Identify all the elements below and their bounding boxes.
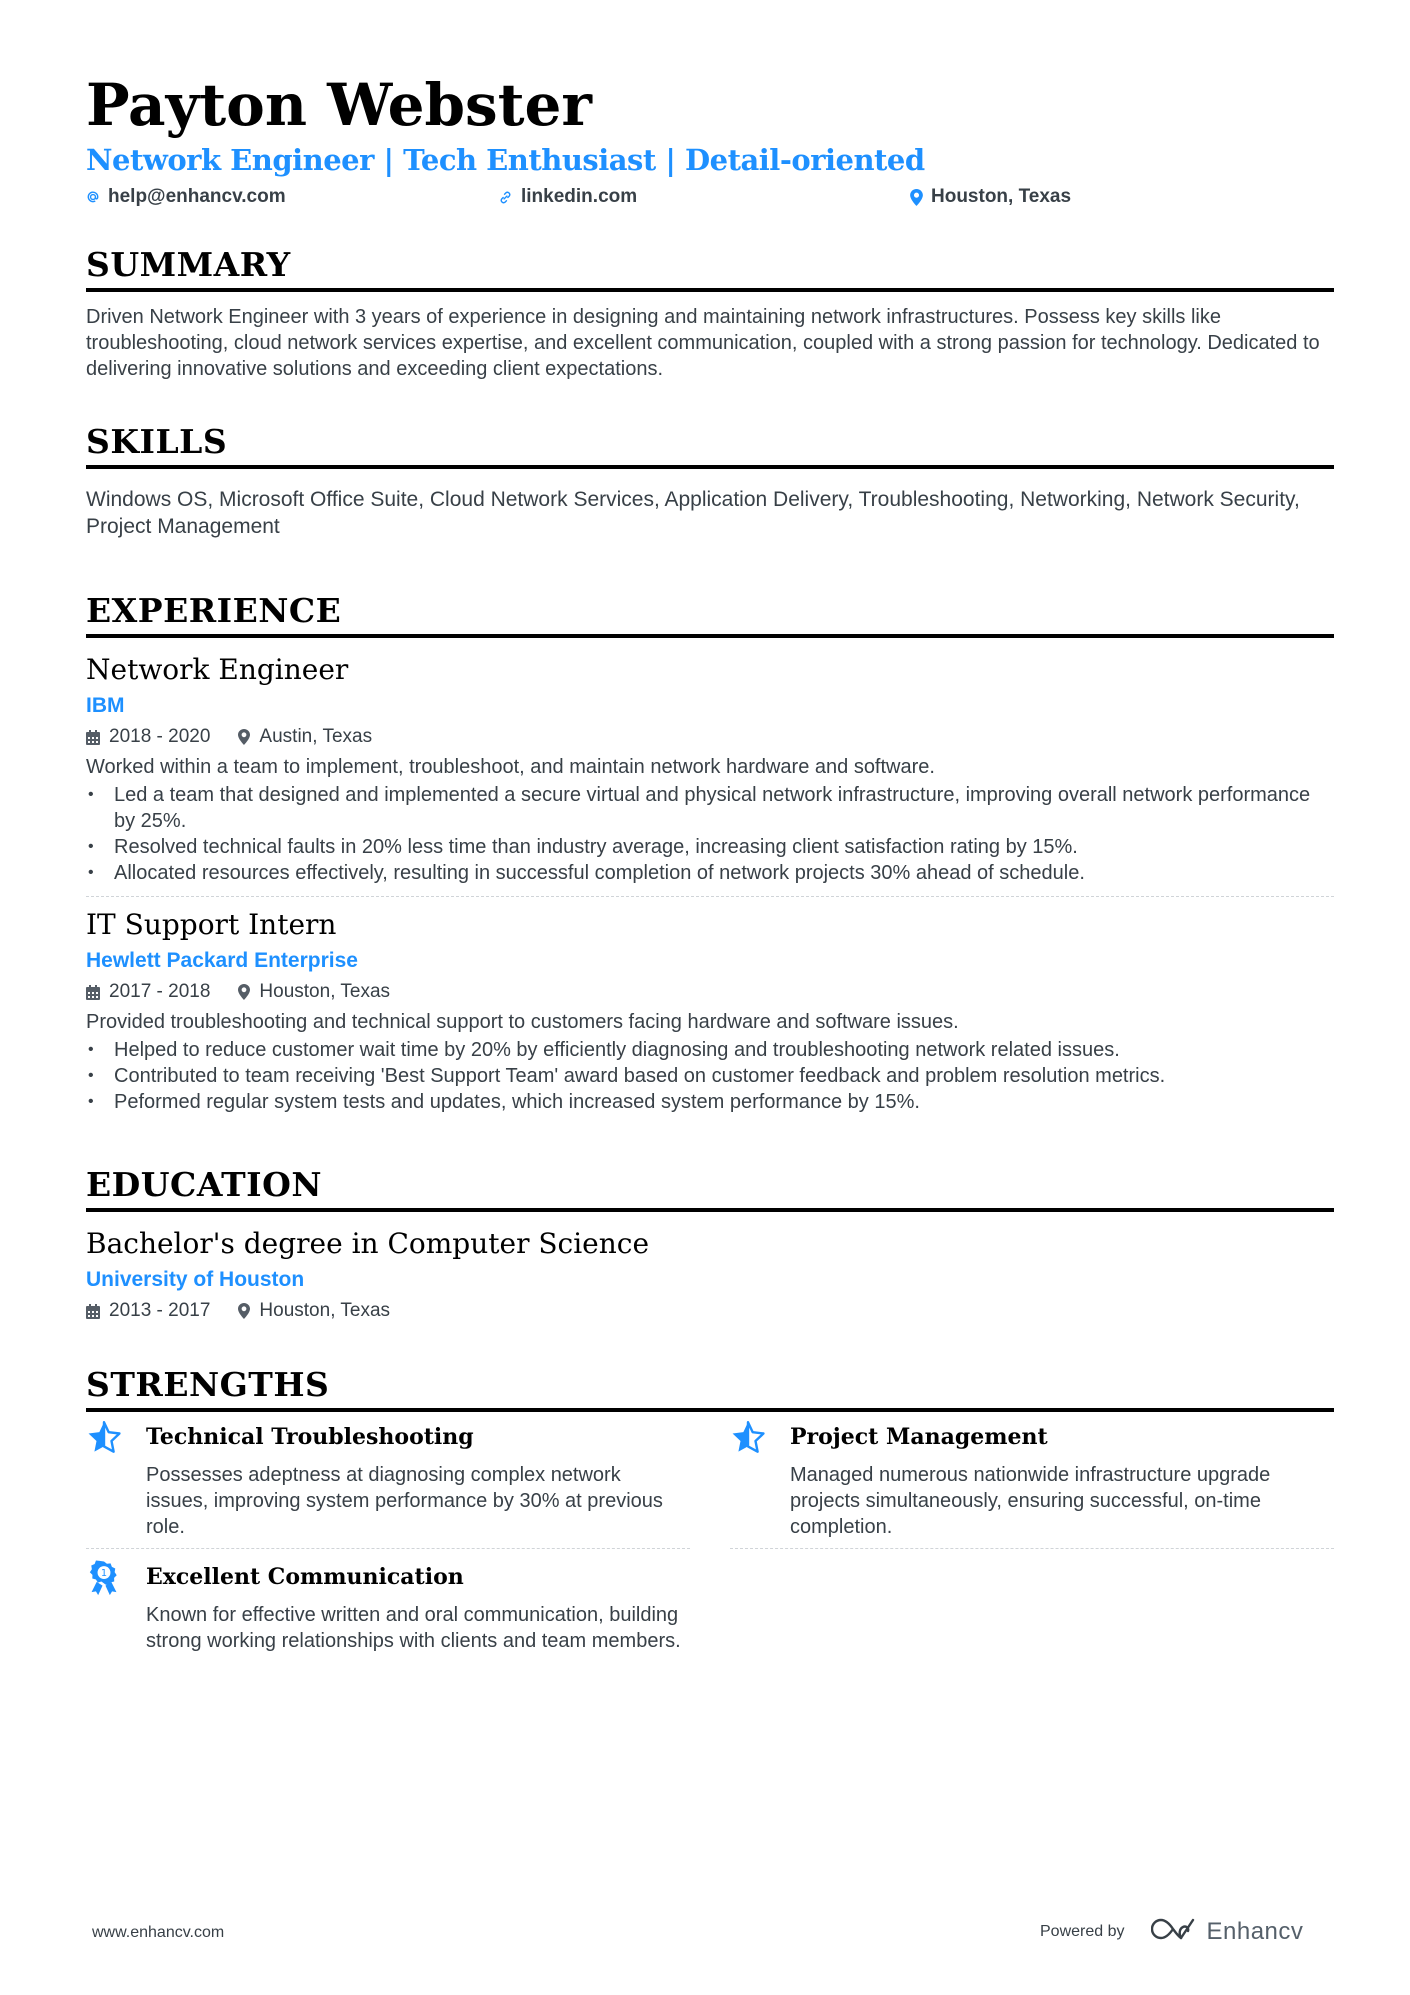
footer-branding: [1040, 1916, 1303, 1947]
job-description: Provided troubleshooting and technical support to customers facing hardware and software issues.: [86, 1011, 959, 1033]
calendar-icon: [86, 985, 100, 1000]
calendar-icon: [86, 1304, 100, 1319]
section-divider: [86, 465, 1334, 469]
job-location: Austin, Texas: [259, 726, 373, 747]
strength-description: Possesses adeptness at diagnosing complex network issues, improving system performance by 30% at previous role.: [146, 1464, 663, 1538]
achievement-item: • Resolved technical faults in 20% less time than industry average, increasing client satisfaction rating by 15%.: [86, 834, 1334, 860]
job-dates: 2017 - 2018: [109, 981, 211, 1002]
company-name: Hewlett Packard Enterprise: [86, 949, 358, 972]
at-icon: [86, 190, 100, 204]
experience-entry: [86, 908, 1334, 1115]
section-title: STRENGTHS: [86, 1365, 330, 1404]
enhancv-logo-icon: [1151, 1916, 1197, 1947]
school-name: University of Houston: [86, 1268, 305, 1291]
section-title: EDUCATION: [86, 1165, 323, 1204]
powered-by-label: Powered by: [1040, 1922, 1125, 1940]
education-dates: 2013 - 2017: [109, 1300, 211, 1321]
job-location: Houston, Texas: [259, 981, 391, 1002]
job-description: Worked within a team to implement, troubleshoot, and maintain network hardware and software.: [86, 756, 935, 778]
job-title: IT Support Intern: [86, 908, 337, 941]
strength-description: Known for effective written and oral communication, building strong working relationships with clients and team members.: [146, 1604, 681, 1652]
achievement-item: • Allocated resources effectively, resulting in successful completion of network projects 30% ahead of schedule.: [86, 860, 1334, 886]
strength-title: Excellent Communication: [146, 1564, 464, 1590]
education-section: [86, 1165, 1334, 1322]
candidate-name: Payton Webster: [86, 71, 592, 139]
footer-website[interactable]: www.enhancv.com: [92, 1924, 225, 1941]
calendar-icon: [86, 730, 100, 745]
email-text: help@enhancv.com: [108, 186, 286, 207]
contact-linkedin[interactable]: [498, 186, 637, 208]
star-icon: [730, 1420, 770, 1460]
summary-section: [86, 245, 1334, 382]
job-title: Network Engineer: [86, 653, 349, 686]
degree-title: Bachelor's degree in Computer Science: [86, 1227, 650, 1260]
location-pin-icon: [238, 729, 250, 745]
entry-divider: [86, 1548, 690, 1549]
strength-item: [730, 1420, 1332, 1540]
section-divider: [86, 634, 1334, 638]
linkedin-text: linkedin.com: [521, 186, 638, 207]
company-name: IBM: [86, 694, 125, 717]
experience-entry: [86, 653, 1334, 886]
location-pin-icon: [238, 984, 250, 1000]
contact-row: [86, 186, 1334, 210]
job-dates: 2018 - 2020: [109, 726, 211, 747]
job-meta: [86, 981, 1334, 1003]
entry-divider: [730, 1548, 1334, 1549]
strengths-section: [86, 1365, 1334, 1698]
location-text: Houston, Texas: [931, 186, 1072, 207]
skills-section: [86, 422, 1334, 540]
section-title: SUMMARY: [86, 245, 291, 284]
svg-text:1: 1: [100, 1568, 108, 1580]
section-divider: [86, 1408, 1334, 1412]
skills-text: Windows OS, Microsoft Office Suite, Cloud Network Services, Application Delivery, Troubleshooting, Networking, Network Security, Project Management: [86, 488, 1300, 538]
entry-divider: [86, 896, 1334, 897]
brand-name: Enhancv: [1206, 1917, 1304, 1945]
job-meta: [86, 726, 1334, 748]
location-pin-icon: [910, 189, 923, 206]
achievement-item: • Helped to reduce customer wait time by 20% by efficiently diagnosing and troubleshooting network related issues.: [86, 1037, 1334, 1063]
section-title: SKILLS: [86, 422, 228, 461]
strength-item: [86, 1560, 688, 1680]
section-divider: [86, 1208, 1334, 1212]
achievement-list: [86, 782, 1334, 886]
achievement-item: • Peformed regular system tests and updates, which increased system performance by 15%.: [86, 1089, 1334, 1115]
star-icon: [86, 1420, 126, 1460]
achievement-list: [86, 1037, 1334, 1115]
strength-item: [86, 1420, 688, 1540]
strength-title: Technical Troubleshooting: [146, 1424, 474, 1450]
contact-email[interactable]: [86, 186, 286, 208]
strength-title: Project Management: [790, 1424, 1048, 1450]
candidate-headline: Network Engineer | Tech Enthusiast | Detail-oriented: [86, 143, 925, 177]
award-ribbon-icon: [86, 1560, 126, 1600]
achievement-item: • Contributed to team receiving 'Best Support Team' award based on customer feedback and problem resolution metrics.: [86, 1063, 1334, 1089]
education-location: Houston, Texas: [259, 1300, 391, 1321]
education-meta: [86, 1300, 1334, 1322]
summary-text: Driven Network Engineer with 3 years of experience in designing and maintaining network infrastructures. Possess key skills like troubleshooting, cloud network services expertise, and excellent communication, coupled with a strong passion for technology. Dedicated to delivering innovative solutions and exceeding client expectations.: [86, 306, 1320, 380]
education-entry: [86, 1227, 1334, 1322]
contact-location: [910, 186, 1071, 208]
strength-description: Managed numerous nationwide infrastructure upgrade projects simultaneously, ensuring successful, on-time completion.: [790, 1464, 1271, 1538]
section-divider: [86, 288, 1334, 292]
experience-section: [86, 591, 1334, 1115]
link-icon: [498, 190, 513, 205]
section-title: EXPERIENCE: [86, 591, 342, 630]
achievement-item: • Led a team that designed and implemented a secure virtual and physical network infrastructure, improving overall network performance by 25%.: [86, 782, 1334, 834]
location-pin-icon: [238, 1303, 250, 1319]
